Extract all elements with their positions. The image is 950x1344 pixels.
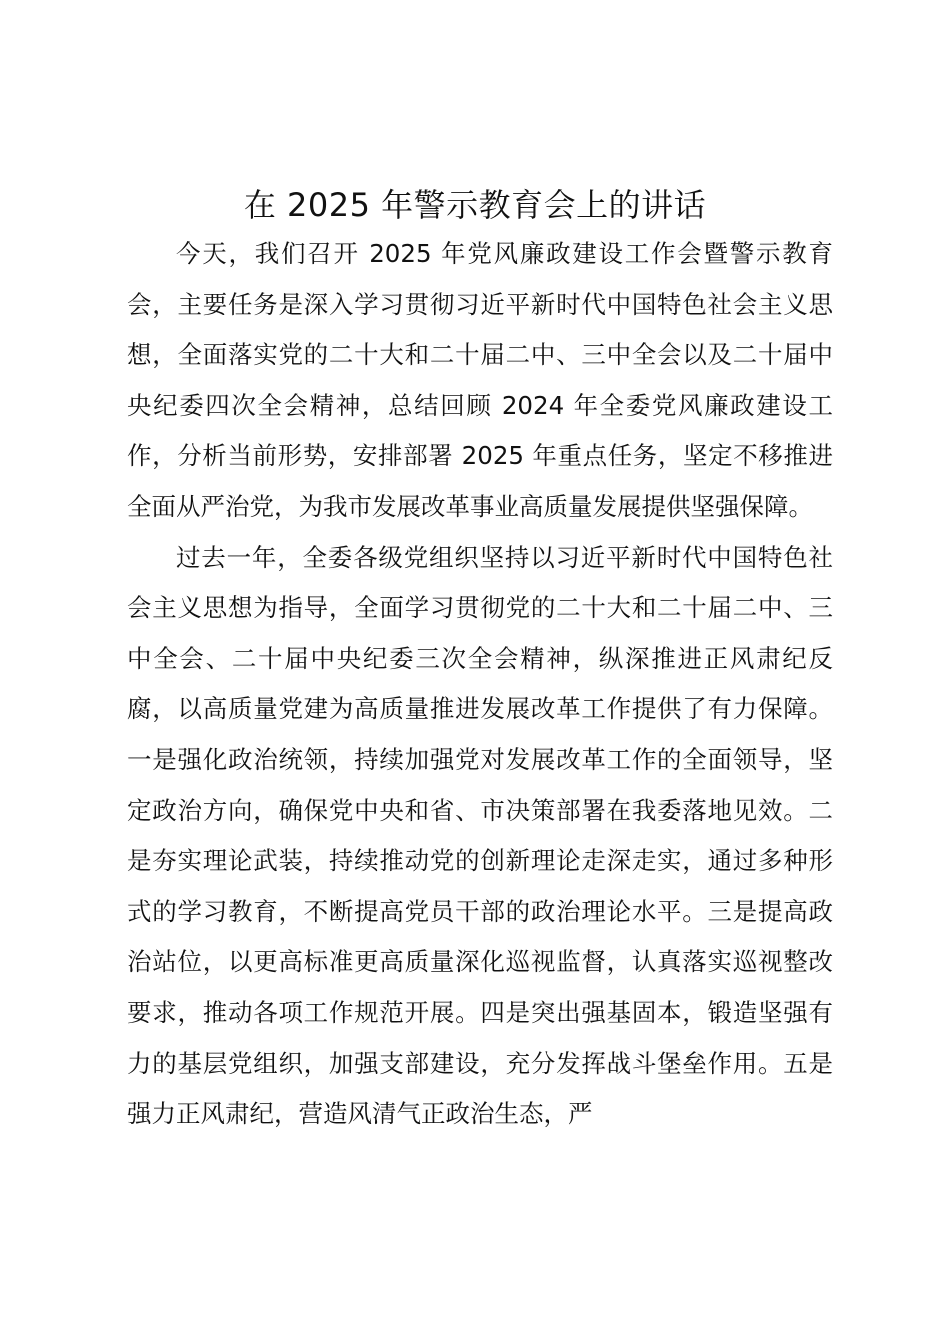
paragraph-opening: 今天，我们召开 2025 年党风廉政建设工作会暨警示教育会，主要任务是深入学习贯彻习近平新时代中国特色社会主义思想，全面落实党的二十大和二十届二中、三中全会以及二十届中央纪委四次全会精神，总结回顾 2024 年全委党风廉政建设工作，分析当前形势，安排部署 2025 年重点任务，坚定不移推进全面从严治党，为我市发展改革事业高质量发展提供坚强保障。 bbox=[127, 239, 833, 521]
document-body bbox=[127, 229, 833, 1140]
paragraph-review: 过去一年，全委各级党组织坚持以习近平新时代中国特色社会主义思想为指导，全面学习贯彻党的二十大和二十届二中、三中全会、二十届中央纪委三次全会精神，纵深推进正风肃纪反腐，以高质量党建为高质量推进发展改革工作提供了有力保障。一是强化政治统领，持续加强党对发展改革工作的全面领导，坚定政治方向，确保党中央和省、市决策部署在我委落地见效。二是夯实理论武装，持续推动党的创新理论走深走实，通过多种形式的学习教育，不断提高党员干部的政治理论水平。三是提高政治站位，以更高标准更高质量深化巡视监督，认真落实巡视整改要求，推动各项工作规范开展。四是突出强基固本，锻造坚强有力的基层党组织，加强支部建设，充分发挥战斗堡垒作用。五是强力正风肃纪，营造风清气正政治生态，严 bbox=[127, 542, 833, 1129]
document-title: 在 2025 年警示教育会上的讲话 bbox=[243, 186, 707, 224]
